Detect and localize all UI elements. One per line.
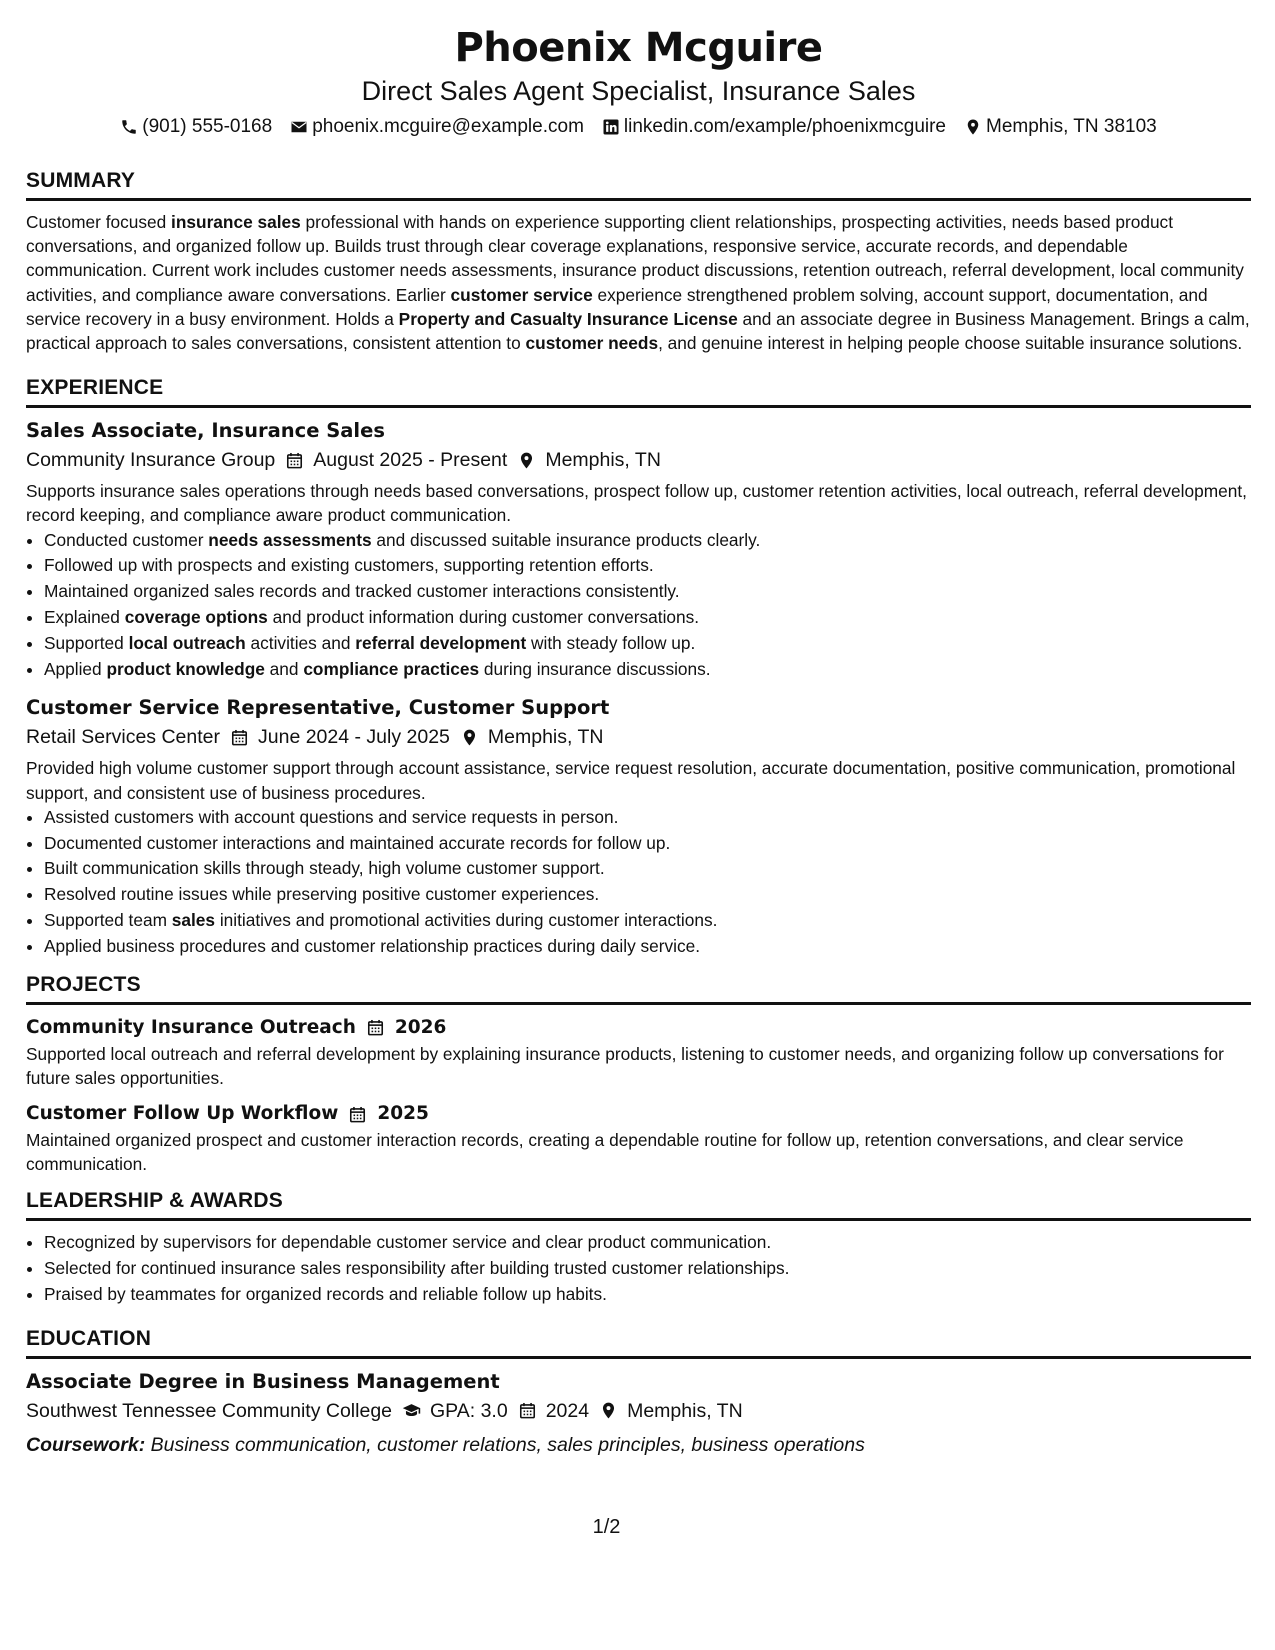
section-divider [26, 405, 1251, 408]
education-meta [26, 1396, 1251, 1426]
bold-text: local outreach [128, 632, 246, 653]
job-bullet [44, 882, 1251, 908]
job-list [26, 417, 1251, 959]
text-segment: Assisted customers with account questions and service requests in person. [44, 806, 619, 827]
job-bullets [26, 528, 1251, 683]
bold-text: referral development [355, 632, 527, 653]
section-title: EXPERIENCE [26, 376, 164, 400]
job-bullets [26, 805, 1251, 960]
bold-text: sales [171, 910, 216, 930]
contact-phone-text: (901) 555-0168 [142, 116, 273, 137]
contact-email-text[interactable]: phoenix.mcguire@example.com [312, 116, 584, 137]
text-segment: Resolved routine issues while preserving positive customer experiences. [44, 884, 600, 905]
job-bullet [44, 908, 1251, 934]
job-bullet [44, 831, 1251, 857]
phone-icon [120, 118, 138, 136]
graduation-cap-icon [402, 1401, 421, 1420]
bold-text: insurance sales [171, 212, 301, 232]
job-dates: June 2024 - July 2025 [258, 726, 450, 749]
job-bullet [44, 528, 1251, 554]
contact-location-text: Memphis, TN 38103 [986, 116, 1157, 137]
company-name: Retail Services Center [26, 726, 220, 749]
email-icon [290, 118, 308, 136]
resume-page [26, 22, 1251, 1460]
text-segment: Documented customer interactions and maintained accurate records for follow up. [44, 832, 671, 853]
job-meta [26, 445, 1251, 475]
text-segment: Maintained organized sales records and tracked customer interactions consistently. [44, 581, 680, 602]
text-segment: Applied [44, 658, 107, 679]
job-bullet [44, 631, 1251, 657]
location-group [599, 1396, 743, 1426]
gpa-text: GPA: 3.0 [430, 1399, 508, 1422]
candidate-headline: Direct Sales Agent Specialist, Insurance Sales [361, 76, 916, 106]
text-segment: Supported team [44, 910, 172, 930]
text-segment: Supported [44, 632, 129, 653]
section-title: SUMMARY [26, 169, 136, 192]
section-divider [26, 1218, 1251, 1221]
text-segment: Customer focused [26, 212, 172, 232]
contact-email[interactable] [290, 114, 584, 140]
gpa-group [402, 1396, 508, 1426]
projects-section [26, 972, 1251, 1177]
job-title: Sales Associate, Insurance Sales [26, 419, 385, 443]
section-divider [26, 1356, 1251, 1359]
project-description: Maintained organized prospect and customer interaction records, creating a dependable routine for follow up, retention conversations, and clear service communication. [26, 1130, 1184, 1175]
job-bullet [44, 805, 1251, 831]
graduation-year: 2024 [545, 1399, 590, 1422]
company-name: Community Insurance Group [26, 449, 276, 472]
project-year: 2026 [394, 1016, 447, 1038]
text-segment: and discussed suitable insurance products clearly. [371, 529, 761, 550]
section-title: PROJECTS [26, 972, 141, 996]
calendar-icon [285, 451, 304, 470]
award-list [26, 1230, 1251, 1307]
text-segment: , and genuine interest in helping people choose suitable insurance solutions. [658, 333, 1243, 354]
location-icon [964, 118, 982, 136]
text-segment: and an associate degree in Business Management. Brings a calm, practical approach to sales conversations, consistent attention to [26, 308, 1250, 354]
text-segment: and product information during customer conversations. [267, 607, 700, 628]
project-description: Supported local outreach and referral development by explaining insurance products, listening to customer needs, and organizing follow up conversations for future sales opportunities. [26, 1043, 1224, 1088]
contact-bar [26, 114, 1251, 140]
summary-text [26, 210, 1251, 355]
school-location: Memphis, TN [627, 1399, 743, 1422]
job-bullet [44, 579, 1251, 605]
job-location: Memphis, TN [487, 726, 604, 749]
bold-text: customer needs [525, 333, 659, 354]
text-segment: Followed up with prospects and existing customers, supporting retention efforts. [44, 555, 654, 576]
text-segment: with steady follow up. [526, 632, 696, 653]
section-title: EDUCATION [26, 1326, 152, 1350]
bold-text: Property and Casualty Insurance License [398, 308, 738, 329]
project-entry [26, 1100, 1251, 1176]
experience-section [26, 375, 1251, 959]
calendar-icon [230, 728, 249, 747]
text-segment: Built communication skills through steady, high volume customer support. [44, 858, 605, 879]
location-icon [460, 728, 479, 747]
job-entry [26, 694, 1251, 959]
section-title: LEADERSHIP & AWARDS [26, 1189, 283, 1213]
location-group [460, 722, 604, 752]
location-icon [599, 1401, 618, 1420]
job-bullet [44, 657, 1251, 683]
job-description: Provided high volume customer support through account assistance, service request resolution, accurate documentation, positive communication, promotional support, and consistent use of business procedures. [26, 758, 1236, 803]
job-bullet [44, 934, 1251, 960]
section-divider [26, 1002, 1251, 1005]
awards-section [26, 1188, 1251, 1307]
bold-text: product knowledge [106, 658, 265, 679]
project-list [26, 1014, 1251, 1177]
coursework-text: Business communication, customer relations, sales principles, business operations [145, 1433, 865, 1456]
school-name: Southwest Tennessee Community College [26, 1399, 393, 1422]
bold-text: coverage options [124, 607, 268, 628]
calendar-icon [518, 1401, 537, 1420]
summary-section [26, 168, 1251, 355]
project-header [26, 1014, 1251, 1042]
text-segment: Applied business procedures and customer relationship practices during daily service. [44, 935, 701, 956]
education-section [26, 1326, 1251, 1460]
job-description: Supports insurance sales operations through needs based conversations, prospect follow up, customer retention activities, local outreach, referral development, record keeping, and compliance aware product communication. [26, 481, 1247, 526]
degree-title: Associate Degree in Business Management [26, 1369, 500, 1393]
contact-phone [120, 114, 272, 140]
project-header [26, 1100, 1251, 1128]
linkedin-icon [602, 118, 620, 136]
text-segment: during insurance discussions. [479, 658, 711, 679]
project-entry [26, 1014, 1251, 1090]
job-bullet [44, 553, 1251, 579]
job-dates: August 2025 - Present [313, 449, 508, 472]
bold-text: compliance practices [303, 658, 480, 679]
contact-linkedin[interactable] [602, 114, 946, 140]
contact-linkedin-text[interactable]: linkedin.com/example/phoenixmcguire [623, 116, 946, 137]
text-segment: experience strengthened problem solving, account support, documentation, and service recovery in a busy environment. Holds a [26, 284, 1208, 329]
text-segment: and [264, 658, 304, 679]
job-entry [26, 417, 1251, 682]
date-group [285, 445, 507, 475]
job-bullet [44, 856, 1251, 882]
bold-text: needs assessments [208, 529, 372, 550]
text-segment: Explained [44, 607, 125, 628]
year-group [518, 1396, 589, 1426]
coursework-label: Coursework: [26, 1433, 146, 1456]
calendar-icon [348, 1105, 367, 1124]
text-segment: activities and [245, 632, 356, 653]
job-location: Memphis, TN [545, 449, 661, 472]
section-divider [26, 198, 1251, 201]
project-name: Community Insurance Outreach [26, 1016, 356, 1038]
project-year: 2025 [377, 1103, 429, 1124]
location-group [517, 445, 661, 475]
coursework [26, 1430, 1251, 1460]
project-name: Customer Follow Up Workflow [26, 1103, 339, 1124]
text-segment: Conducted customer [44, 529, 209, 550]
job-title: Customer Service Representative, Customer Support [26, 696, 610, 720]
award-item: • Selected for continued insurance sales responsibility after building trusted customer relationships. [44, 1256, 1251, 1282]
date-group [230, 722, 450, 752]
bold-text: customer service [450, 284, 593, 305]
award-item: • Praised by teammates for organized records and reliable follow up habits. [44, 1282, 1251, 1308]
contact-location [964, 114, 1157, 140]
page-number: 1/2 [592, 1516, 621, 1538]
resume-header [26, 22, 1251, 140]
location-icon [517, 451, 536, 470]
text-segment: initiatives and promotional activities during customer interactions. [215, 910, 718, 930]
calendar-icon [366, 1018, 385, 1037]
candidate-name: Phoenix Mcguire [454, 25, 823, 71]
job-bullet [44, 605, 1251, 631]
text-segment: professional with hands on experience supporting client relationships, prospecting activities, needs based product conversations, and organized follow up. Builds trust through clear coverage explanations, responsive service, accurate records, and dependable communication. Current work includes customer needs assessments, insurance product discussions, retention outreach, referral development, local community activities, and compliance aware conversations. Earlier [26, 212, 1244, 305]
job-meta [26, 722, 1251, 752]
award-item: • Recognized by supervisors for dependable customer service and clear product communication. [44, 1230, 1251, 1256]
